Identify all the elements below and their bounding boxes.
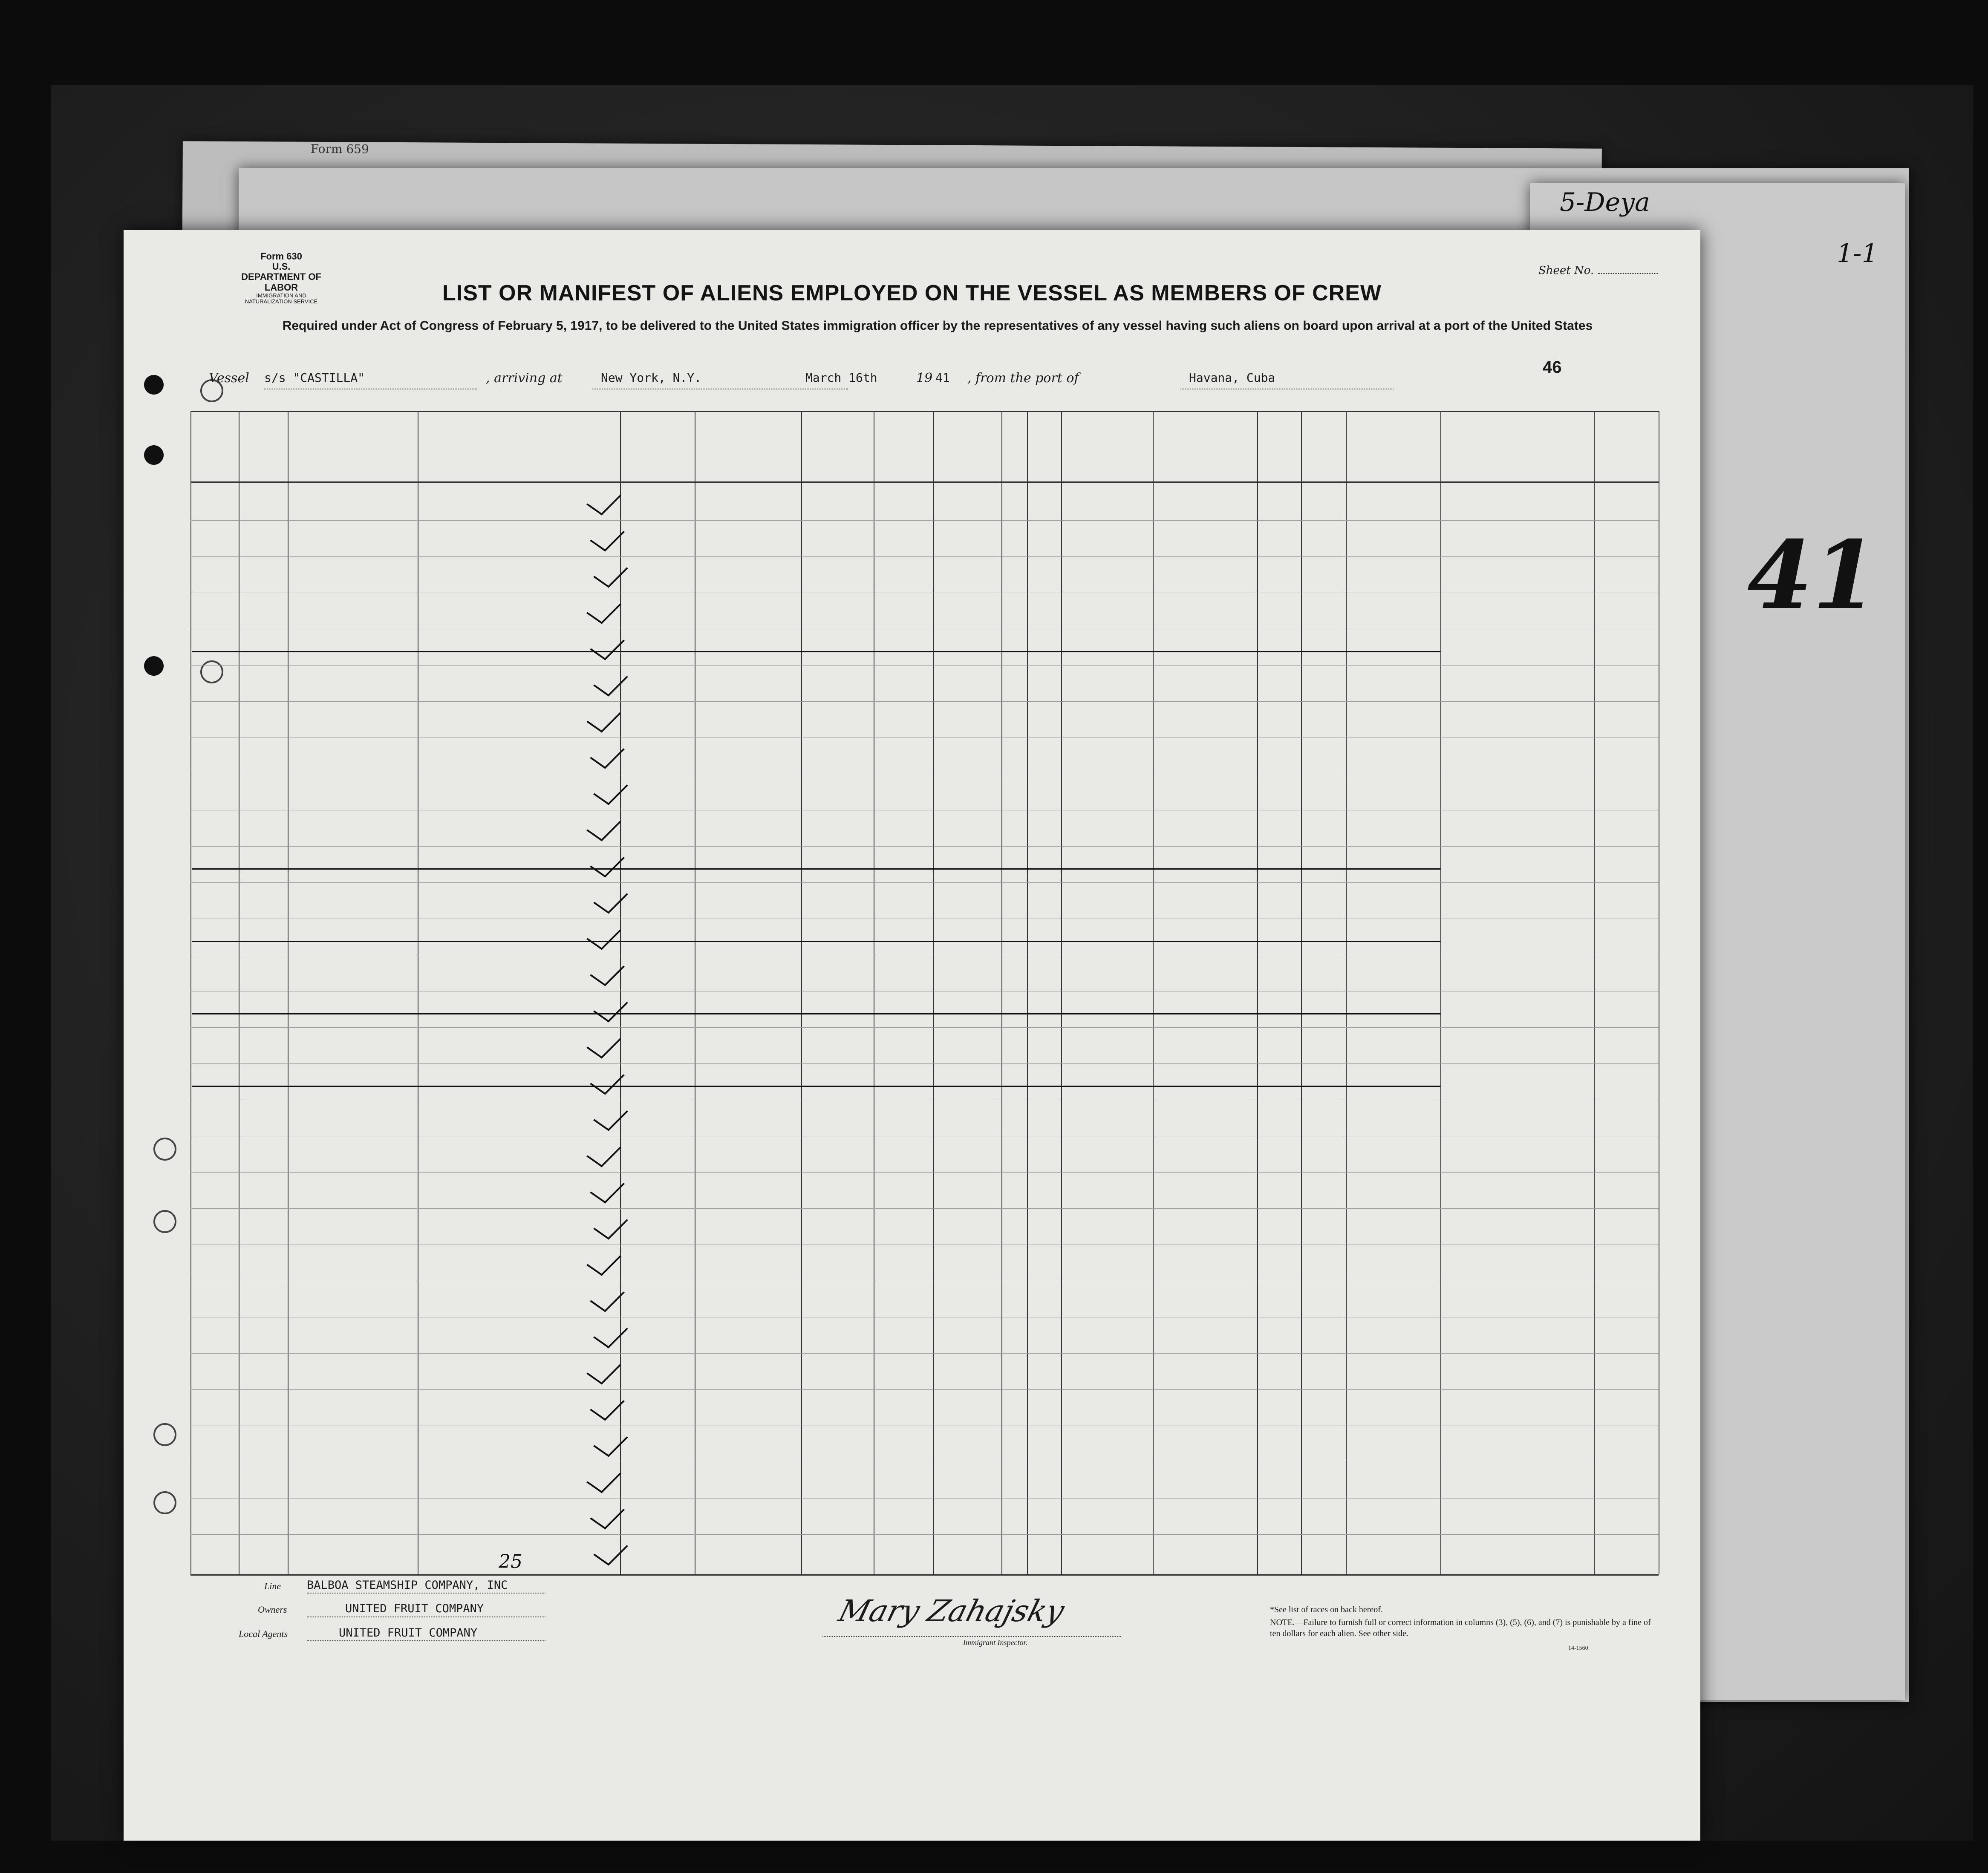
strike-through-line [192,1013,1440,1014]
check-mark [593,883,628,913]
row-rule [190,1353,1659,1354]
row-rule [190,520,1659,521]
row-rule [190,701,1659,702]
punch-hole [200,660,223,683]
line-label: Line [264,1581,281,1591]
back-form-label: Form 659 [310,141,369,156]
punch-hole [153,1138,176,1161]
check-mark [586,811,621,841]
races-note: *See list of races on back hereof. [1270,1605,1383,1614]
check-mark [586,1463,621,1493]
service-name: IMMIGRATION AND NATURALIZATION SERVICE [245,292,318,305]
punch-hole [153,1491,176,1514]
column-rule [1257,411,1258,1574]
row-rule [190,665,1659,666]
form-code: 14-1560 [1568,1645,1588,1651]
check-mark [586,1137,621,1167]
column-rule [1594,411,1595,1574]
column-rule [801,411,802,1574]
column-rule [1061,411,1062,1574]
department-name: U.S. DEPARTMENT OF LABOR [241,261,321,293]
corner-mark: 1-1 [1837,239,1878,268]
row-rule [190,1172,1659,1173]
strike-through-line [192,941,1440,942]
vessel-label: Vessel [209,371,249,386]
check-mark [586,702,621,732]
check-mark [593,1209,628,1239]
check-mark [586,1245,621,1276]
inspector-signature: Mary Zahajsky [835,1593,1068,1628]
check-mark [593,1426,628,1457]
check-mark [590,956,625,986]
punch-hole [144,445,164,465]
document-title: LIST OR MANIFEST OF ALIENS EMPLOYED ON THE VESSEL AS MEMBERS OF CREW [442,281,1382,305]
column-rule [288,411,289,1574]
handwritten-remark [1445,840,1598,851]
check-mark [593,557,628,588]
check-mark [586,594,621,624]
check-mark [586,485,621,515]
row-rule [190,1208,1659,1209]
sheet-number-label: Sheet No. [1538,264,1658,277]
header-rule-bottom [190,481,1659,483]
year-prefix: 19 [916,371,933,386]
header-rule-top [190,411,1659,412]
column-rule [1001,411,1002,1574]
row-rule [190,1534,1659,1535]
punch-hole [144,375,164,395]
back-stamp: 5-Deya [1560,187,1650,217]
document-subtitle: Required under Act of Congress of February 5, 1917, to be delivered to the United States immigration officer by the representatives of any vessel having such aliens on board upon arrival at a port of the United States [282,319,1593,333]
vessel-name: s/s "CASTILLA" [264,371,365,385]
column-rule [1440,411,1441,1574]
row-rule [190,1027,1659,1028]
crew-count-annotation: 25 [499,1551,522,1573]
row-rule [190,556,1659,557]
strike-through-line [192,1086,1440,1087]
signature-line [822,1636,1121,1637]
fine-note: NOTE.—Failure to furnish full or correct information in columns (3), (5), (6), and (7) is punishable by a fine of ten dollars for each alien. See other side. [1270,1618,1651,1638]
check-mark [590,1064,625,1095]
strike-through-line [192,868,1440,870]
agents-label: Local Agents [239,1628,288,1639]
owners-value: UNITED FRUIT COMPANY [345,1602,484,1615]
check-mark [593,1535,628,1565]
agents-value: UNITED FRUIT COMPANY [339,1626,478,1640]
arrival-port: New York, N.Y. [601,371,702,385]
manifest-page [124,230,1700,1841]
form-number: Form 630 [260,251,302,262]
check-mark [593,992,628,1022]
check-mark [590,738,625,769]
check-mark [590,1173,625,1203]
inspector-label: Immigrant Inspector. [963,1638,1027,1647]
arrival-year: 41 [935,371,950,385]
row-rule [190,846,1659,847]
table-rule-bottom [190,1574,1659,1576]
line-value: BALBOA STEAMSHIP COMPANY, INC [307,1579,508,1592]
column-rule [1346,411,1347,1574]
check-mark [590,847,625,877]
sheet-count: 46 [1543,358,1562,377]
check-mark [590,1499,625,1529]
column-rule [1301,411,1302,1574]
owners-label: Owners [258,1604,287,1615]
arriving-label: , arriving at [486,371,563,386]
check-mark [593,666,628,696]
column-rule [1153,411,1154,1574]
check-mark [590,630,625,660]
row-rule [190,882,1659,883]
check-mark [586,1354,621,1384]
check-mark [586,919,621,950]
departure-port: Havana, Cuba [1189,371,1275,385]
strike-through-line [192,651,1440,652]
check-mark [586,1028,621,1058]
check-mark [593,1318,628,1348]
side-mark: 41 [1747,520,1878,630]
check-mark [590,521,625,551]
check-mark [590,1390,625,1421]
check-mark [593,1101,628,1131]
punch-hole [153,1423,176,1446]
underline [307,1640,545,1641]
column-rule [1027,411,1028,1574]
arrival-date: March 16th [805,371,877,385]
punch-hole [153,1210,176,1233]
check-mark [593,775,628,805]
row-rule [190,1063,1659,1064]
row-rule [190,1389,1659,1390]
check-mark [590,1282,625,1312]
column-rule [190,411,191,1574]
from-label: , from the port of [967,371,1079,386]
punch-hole [144,656,164,676]
column-rule [933,411,934,1574]
